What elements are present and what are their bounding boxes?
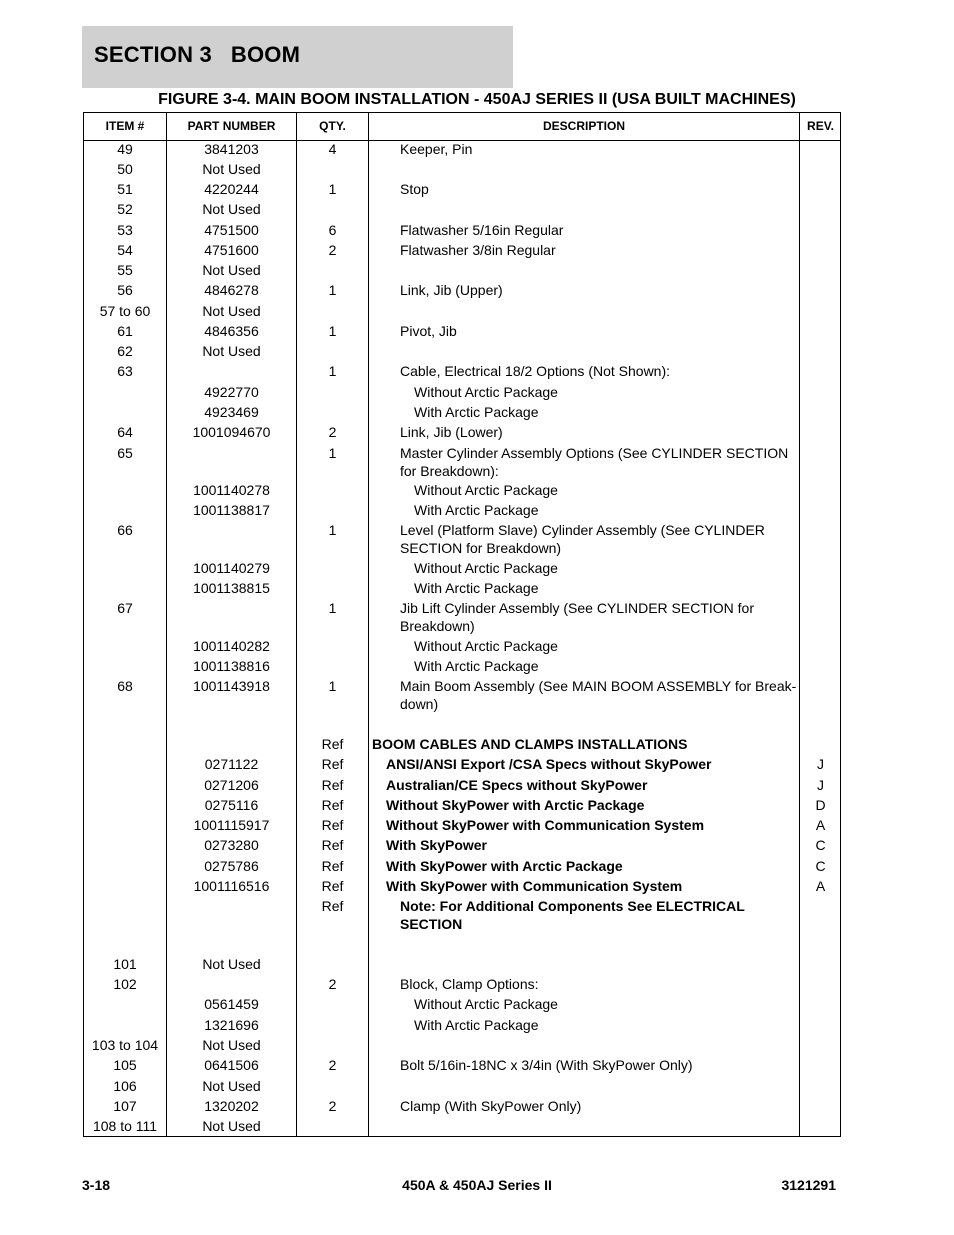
description: Australian/CE Specs without SkyPower <box>386 777 648 793</box>
part-number: 1001138817 <box>193 502 270 518</box>
part-number: Not Used <box>202 956 261 972</box>
part-number: 4922770 <box>204 384 259 400</box>
footer-page-number: 3-18 <box>82 1177 111 1193</box>
quantity: 1 <box>328 600 337 616</box>
description: Flatwasher 3/8in Regular <box>400 242 556 258</box>
quantity: 2 <box>328 1057 337 1073</box>
quantity: 1 <box>328 363 337 379</box>
part-number: 1321696 <box>204 1017 259 1033</box>
description: Stop <box>400 181 429 197</box>
description: Cable, Electrical 18/2 Options (Not Shown): <box>400 363 671 379</box>
quantity: Ref <box>321 837 344 853</box>
item-number: 108 to 111 <box>92 1118 158 1134</box>
description: With Arctic Package <box>414 1017 539 1033</box>
quantity: 1 <box>328 522 337 538</box>
item-number: 57 to 60 <box>99 303 151 319</box>
item-number: 63 <box>117 363 133 379</box>
quantity: 1 <box>328 678 337 694</box>
part-number: Not Used <box>202 1037 261 1053</box>
footer-doc-number: 3121291 <box>781 1177 836 1193</box>
description: Keeper, Pin <box>400 141 473 157</box>
quantity: 2 <box>328 242 337 258</box>
quantity: 2 <box>328 976 337 992</box>
part-number: 0275786 <box>204 858 259 874</box>
part-number: 0561459 <box>204 996 259 1012</box>
description: Block, Clamp Options: <box>400 976 539 992</box>
revision: A <box>815 817 826 833</box>
quantity: Ref <box>321 736 344 752</box>
part-number: Not Used <box>202 161 261 177</box>
part-number: 1320202 <box>204 1098 259 1114</box>
revision: J <box>817 756 824 772</box>
table-header <box>84 113 840 141</box>
item-number: 55 <box>117 262 133 278</box>
description: Pivot, Jib <box>400 323 457 339</box>
item-number: 56 <box>117 282 133 298</box>
part-number: 3841203 <box>204 141 259 157</box>
footer-model: 450A & 450AJ Series II <box>402 1177 552 1193</box>
quantity: Ref <box>321 898 344 914</box>
quantity: 1 <box>328 282 337 298</box>
part-number: Not Used <box>202 262 261 278</box>
item-number: 105 <box>113 1057 137 1073</box>
quantity: 6 <box>328 222 337 238</box>
quantity: Ref <box>321 756 344 772</box>
section-header <box>82 26 513 88</box>
part-number: 1001115917 <box>193 817 270 833</box>
header-part-number: PART NUMBER <box>187 119 276 133</box>
item-number: 107 <box>113 1098 137 1114</box>
quantity: Ref <box>321 777 344 793</box>
figure-title: FIGURE 3-4. MAIN BOOM INSTALLATION - 450AJ SERIES II (USA BUILT MACHINES) <box>158 91 796 108</box>
item-number: 103 to 104 <box>91 1037 159 1053</box>
description: Flatwasher 5/16in Regular <box>400 222 564 238</box>
description: Main Boom Assembly (See MAIN BOOM ASSEMBLY for Break- <box>400 678 797 694</box>
quantity: Ref <box>321 817 344 833</box>
quantity: 4 <box>328 141 337 157</box>
description: With Arctic Package <box>414 502 539 518</box>
quantity: 1 <box>328 323 337 339</box>
item-number: 67 <box>117 600 133 616</box>
description-continued: SECTION <box>400 916 463 932</box>
description-continued: down) <box>400 696 439 712</box>
description: Clamp (With SkyPower Only) <box>400 1098 582 1114</box>
part-number: 0641506 <box>204 1057 259 1073</box>
quantity: Ref <box>321 878 344 894</box>
description: Without SkyPower with Arctic Package <box>386 797 645 813</box>
description: BOOM CABLES AND CLAMPS INSTALLATIONS <box>372 736 688 752</box>
item-number: 52 <box>117 201 133 217</box>
quantity: 2 <box>328 424 337 440</box>
part-number: Not Used <box>202 343 261 359</box>
part-number: 4923469 <box>204 404 259 420</box>
item-number: 50 <box>117 161 133 177</box>
description: Jib Lift Cylinder Assembly (See CYLINDER SECTION for <box>400 600 754 616</box>
quantity: 1 <box>328 181 337 197</box>
header-description: DESCRIPTION <box>542 119 625 133</box>
item-number: 62 <box>117 343 133 359</box>
part-number: Not Used <box>202 303 261 319</box>
description: With Arctic Package <box>414 404 539 420</box>
quantity: Ref <box>321 858 344 874</box>
quantity: Ref <box>321 797 344 813</box>
revision: D <box>815 797 826 813</box>
item-number: 66 <box>117 522 133 538</box>
part-number: 1001138815 <box>193 580 270 596</box>
description: Without Arctic Package <box>414 384 558 400</box>
description: Bolt 5/16in-18NC x 3/4in (With SkyPower Only) <box>400 1057 693 1073</box>
description: With Arctic Package <box>414 658 539 674</box>
description: Note: For Additional Components See ELECTRICAL <box>400 898 745 914</box>
description-continued: SECTION for Breakdown) <box>400 540 562 556</box>
item-number: 106 <box>113 1078 137 1094</box>
item-number: 49 <box>117 141 133 157</box>
part-number: 4846356 <box>204 323 259 339</box>
description: Without Arctic Package <box>414 638 558 654</box>
description: With SkyPower with Communication System <box>386 878 683 894</box>
description: Link, Jib (Upper) <box>400 282 503 298</box>
revision: C <box>815 858 826 874</box>
part-number: 1001140282 <box>193 638 270 654</box>
part-number: Not Used <box>202 201 261 217</box>
part-number: 1001140278 <box>193 482 270 498</box>
item-number: 53 <box>117 222 133 238</box>
part-number: 4751600 <box>204 242 259 258</box>
header-rev: REV. <box>807 119 834 133</box>
part-number: 0271122 <box>204 756 259 772</box>
section-title: SECTION 3 BOOM <box>94 42 301 67</box>
part-number: 4751500 <box>204 222 259 238</box>
description-continued: for Breakdown): <box>400 463 499 479</box>
part-number: Not Used <box>202 1078 261 1094</box>
item-number: 65 <box>117 445 133 461</box>
part-number: 1001116516 <box>193 878 270 894</box>
description: Without Arctic Package <box>414 560 558 576</box>
description: Without SkyPower with Communication System <box>386 817 705 833</box>
part-number: 1001138816 <box>193 658 270 674</box>
description: With Arctic Package <box>414 580 539 596</box>
description: Without Arctic Package <box>414 996 558 1012</box>
description: With SkyPower <box>386 837 488 853</box>
revision: J <box>817 777 824 793</box>
description-continued: Breakdown) <box>400 618 475 634</box>
item-number: 54 <box>117 242 133 258</box>
description: With SkyPower with Arctic Package <box>386 858 623 874</box>
item-number: 64 <box>117 424 133 440</box>
revision: C <box>815 837 826 853</box>
quantity: 2 <box>328 1098 337 1114</box>
header-item: ITEM # <box>105 119 145 133</box>
quantity: 1 <box>328 445 337 461</box>
column-divider <box>368 113 369 1136</box>
description: Without Arctic Package <box>414 482 558 498</box>
item-number: 51 <box>117 181 133 197</box>
description: Level (Platform Slave) Cylinder Assembly (See CYLINDER <box>400 522 765 538</box>
part-number: 0271206 <box>204 777 259 793</box>
item-number: 101 <box>113 956 137 972</box>
description: Master Cylinder Assembly Options (See CYLINDER SECTION <box>400 445 789 461</box>
header-qty: QTY. <box>319 119 346 133</box>
description: ANSI/ANSI Export /CSA Specs without SkyPower <box>386 756 712 772</box>
part-number: 0275116 <box>204 797 259 813</box>
part-number: 4220244 <box>204 181 259 197</box>
part-number: 0273280 <box>204 837 259 853</box>
parts-table <box>83 112 841 1137</box>
revision: A <box>815 878 826 894</box>
part-number: 1001143918 <box>193 678 270 694</box>
item-number: 61 <box>117 323 133 339</box>
part-number: 1001094670 <box>192 424 271 440</box>
part-number: 4846278 <box>204 282 259 298</box>
part-number: Not Used <box>202 1118 261 1134</box>
part-number: 1001140279 <box>193 560 270 576</box>
item-number: 68 <box>117 678 133 694</box>
item-number: 102 <box>113 976 137 992</box>
description: Link, Jib (Lower) <box>400 424 503 440</box>
